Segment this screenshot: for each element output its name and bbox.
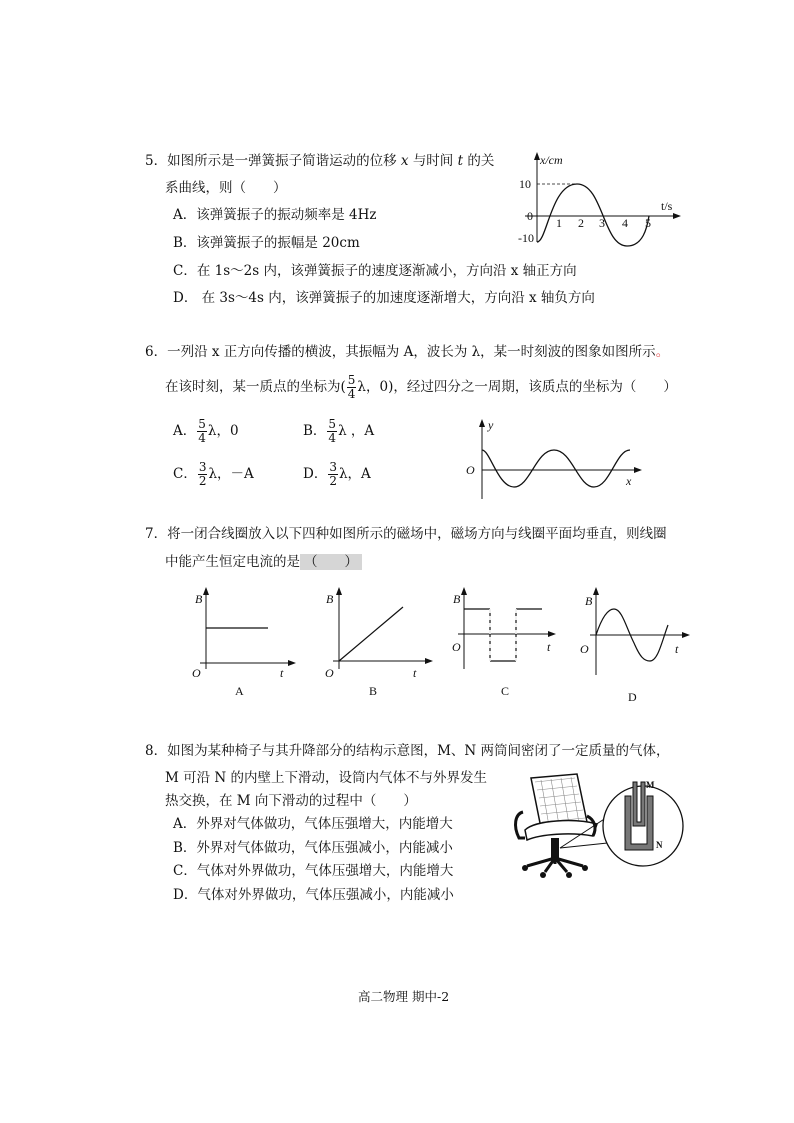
q6-option-d: D． $\frac{3}{2}$ λ，A (303, 460, 371, 488)
q7-line2 (165, 553, 362, 571)
q8-chair-figure (505, 768, 695, 880)
q5-stem-line1 (145, 152, 494, 170)
q7-label-a: A (235, 684, 244, 698)
svg-text:B: B (326, 592, 334, 606)
svg-text:t: t (547, 640, 551, 654)
q6-xlabel: x (626, 474, 632, 488)
q6-line2-b: λ，0)，经过四分之一周期，该质点的坐标为（ ） (357, 379, 677, 395)
q6-ylabel: y (488, 418, 494, 432)
q6-option-b: B． $\frac{5}{4}$ λ ，A (303, 417, 375, 445)
label-n: N (656, 840, 663, 850)
q7-graph-d (580, 585, 695, 705)
q5-stem-b: 与时间 (412, 153, 454, 169)
q7-number: 7． (145, 526, 168, 542)
q5-option-c: C．在 1s～2s 内，该弹簧振子的速度逐渐减小，方向沿 x 轴正方向 (173, 263, 577, 279)
q8-line1 (145, 742, 670, 760)
svg-text:O: O (452, 640, 461, 654)
q6-line2 (165, 374, 677, 401)
q5-xtick-3: 3 (599, 216, 605, 230)
q5-option-b: B．该弹簧振子的振幅是 20cm (173, 235, 360, 251)
svg-text:O: O (580, 642, 589, 656)
q6-line1-text: 一列沿 x 正方向传播的横波，其振幅为 A，波长为 λ，某一时刻波的图象如图所示 (167, 344, 656, 360)
q7-line1-text: 将一闭合线圈放入以下四种如图所示的磁场中，磁场方向与线圈平面均垂直，则线圈 (167, 526, 667, 542)
svg-text:B: B (585, 594, 593, 608)
q8-line2: M 可沿 N 的内壁上下滑动，设筒内气体不与外界发生 (165, 770, 488, 786)
q6-number: 6． (145, 344, 168, 360)
q5-xtick-2: 2 (578, 216, 584, 230)
q8-option-a: A．外界对气体做功，气体压强增大，内能增大 (173, 816, 453, 832)
q8-option-b: B．外界对气体做功，气体压强减小，内能减小 (173, 840, 453, 856)
q5-xlabel: t/s (661, 199, 673, 213)
q6-option-a: A． $\frac{5}{4}$ λ，0 (173, 417, 239, 445)
svg-text:t: t (413, 666, 417, 680)
q7-answer-blank: （ ） (300, 554, 362, 570)
svg-text:O: O (325, 666, 334, 680)
q7-label-d: D (628, 690, 637, 704)
q6-wave-graph (460, 415, 650, 505)
q5-ytick-10: 10 (519, 177, 531, 191)
q8-option-c: C．气体对外界做功，气体压强增大，内能增大 (173, 863, 454, 879)
q5-stem-a: 如图所示是一弹簧振子简谐运动的位移 (167, 153, 397, 169)
svg-text:B: B (195, 592, 203, 606)
q5-sine-curve (537, 184, 649, 246)
svg-text:t: t (280, 666, 284, 680)
q7-line2-text: 中能产生恒定电流的是 (165, 554, 300, 570)
label-m: M (646, 780, 655, 790)
q6-wave-curve (482, 450, 630, 487)
q8-line3: 热交换，在 M 向下滑动的过程中（ ） (165, 793, 417, 809)
q7-graph-b (323, 585, 438, 700)
q5-option-a: A．该弹簧振子的振动频率是 4Hz (173, 207, 377, 223)
q5-number: 5． (145, 153, 168, 169)
q5-sine-graph (515, 150, 685, 250)
q5-var-x: x (400, 153, 409, 169)
q7b-linear-line (339, 607, 403, 661)
q8-option-d: D．气体对外界做功，气体压强减小，内能减小 (173, 887, 454, 903)
q5-xtick-4: 4 (622, 216, 628, 230)
q5-var-t: t (457, 153, 464, 169)
q7-label-c: C (501, 684, 510, 698)
q5-ytick-0: 0 (527, 209, 533, 223)
q6-line1 (145, 343, 669, 361)
q7-line1 (145, 525, 667, 543)
q6-option-c: C． $\frac{3}{2}$ λ，－A (173, 460, 254, 488)
svg-text:O: O (192, 666, 201, 680)
q5-xtick-5: 5 (645, 216, 651, 230)
q6-origin: O (466, 463, 475, 477)
q5-ylabel: x/cm (540, 153, 563, 167)
q5-ytick-neg10: -10 (518, 231, 534, 245)
q7-label-b: B (369, 684, 378, 698)
q5-xtick-1: 1 (556, 216, 562, 230)
q8-number: 8． (145, 743, 168, 759)
q6-fraction: $\frac{5}{4}$ (347, 373, 356, 401)
svg-text:t: t (675, 642, 679, 656)
q5-stem-line2: 系曲线，则（ ） (165, 180, 287, 196)
page-footer: 高二物理 期中-2 (358, 989, 450, 1004)
q5-option-d: D． 在 3s～4s 内，该弹簧振子的加速度逐渐增大，方向沿 x 轴负方向 (173, 290, 595, 306)
q5-stem-c: 的关 (467, 153, 495, 169)
q7-graph-c (450, 585, 565, 700)
q8-line1-text: 如图为某种椅子与其升降部分的结构示意图，M、N 两筒间密闭了一定质量的气体， (167, 743, 670, 759)
q7c-square-wave (464, 609, 542, 661)
q6-line1-end: 。 (655, 344, 670, 360)
q6-line2-a: 在该时刻，某一质点的坐标为( (165, 379, 346, 395)
q7-graph-a (190, 585, 305, 700)
svg-text:B: B (453, 592, 461, 606)
